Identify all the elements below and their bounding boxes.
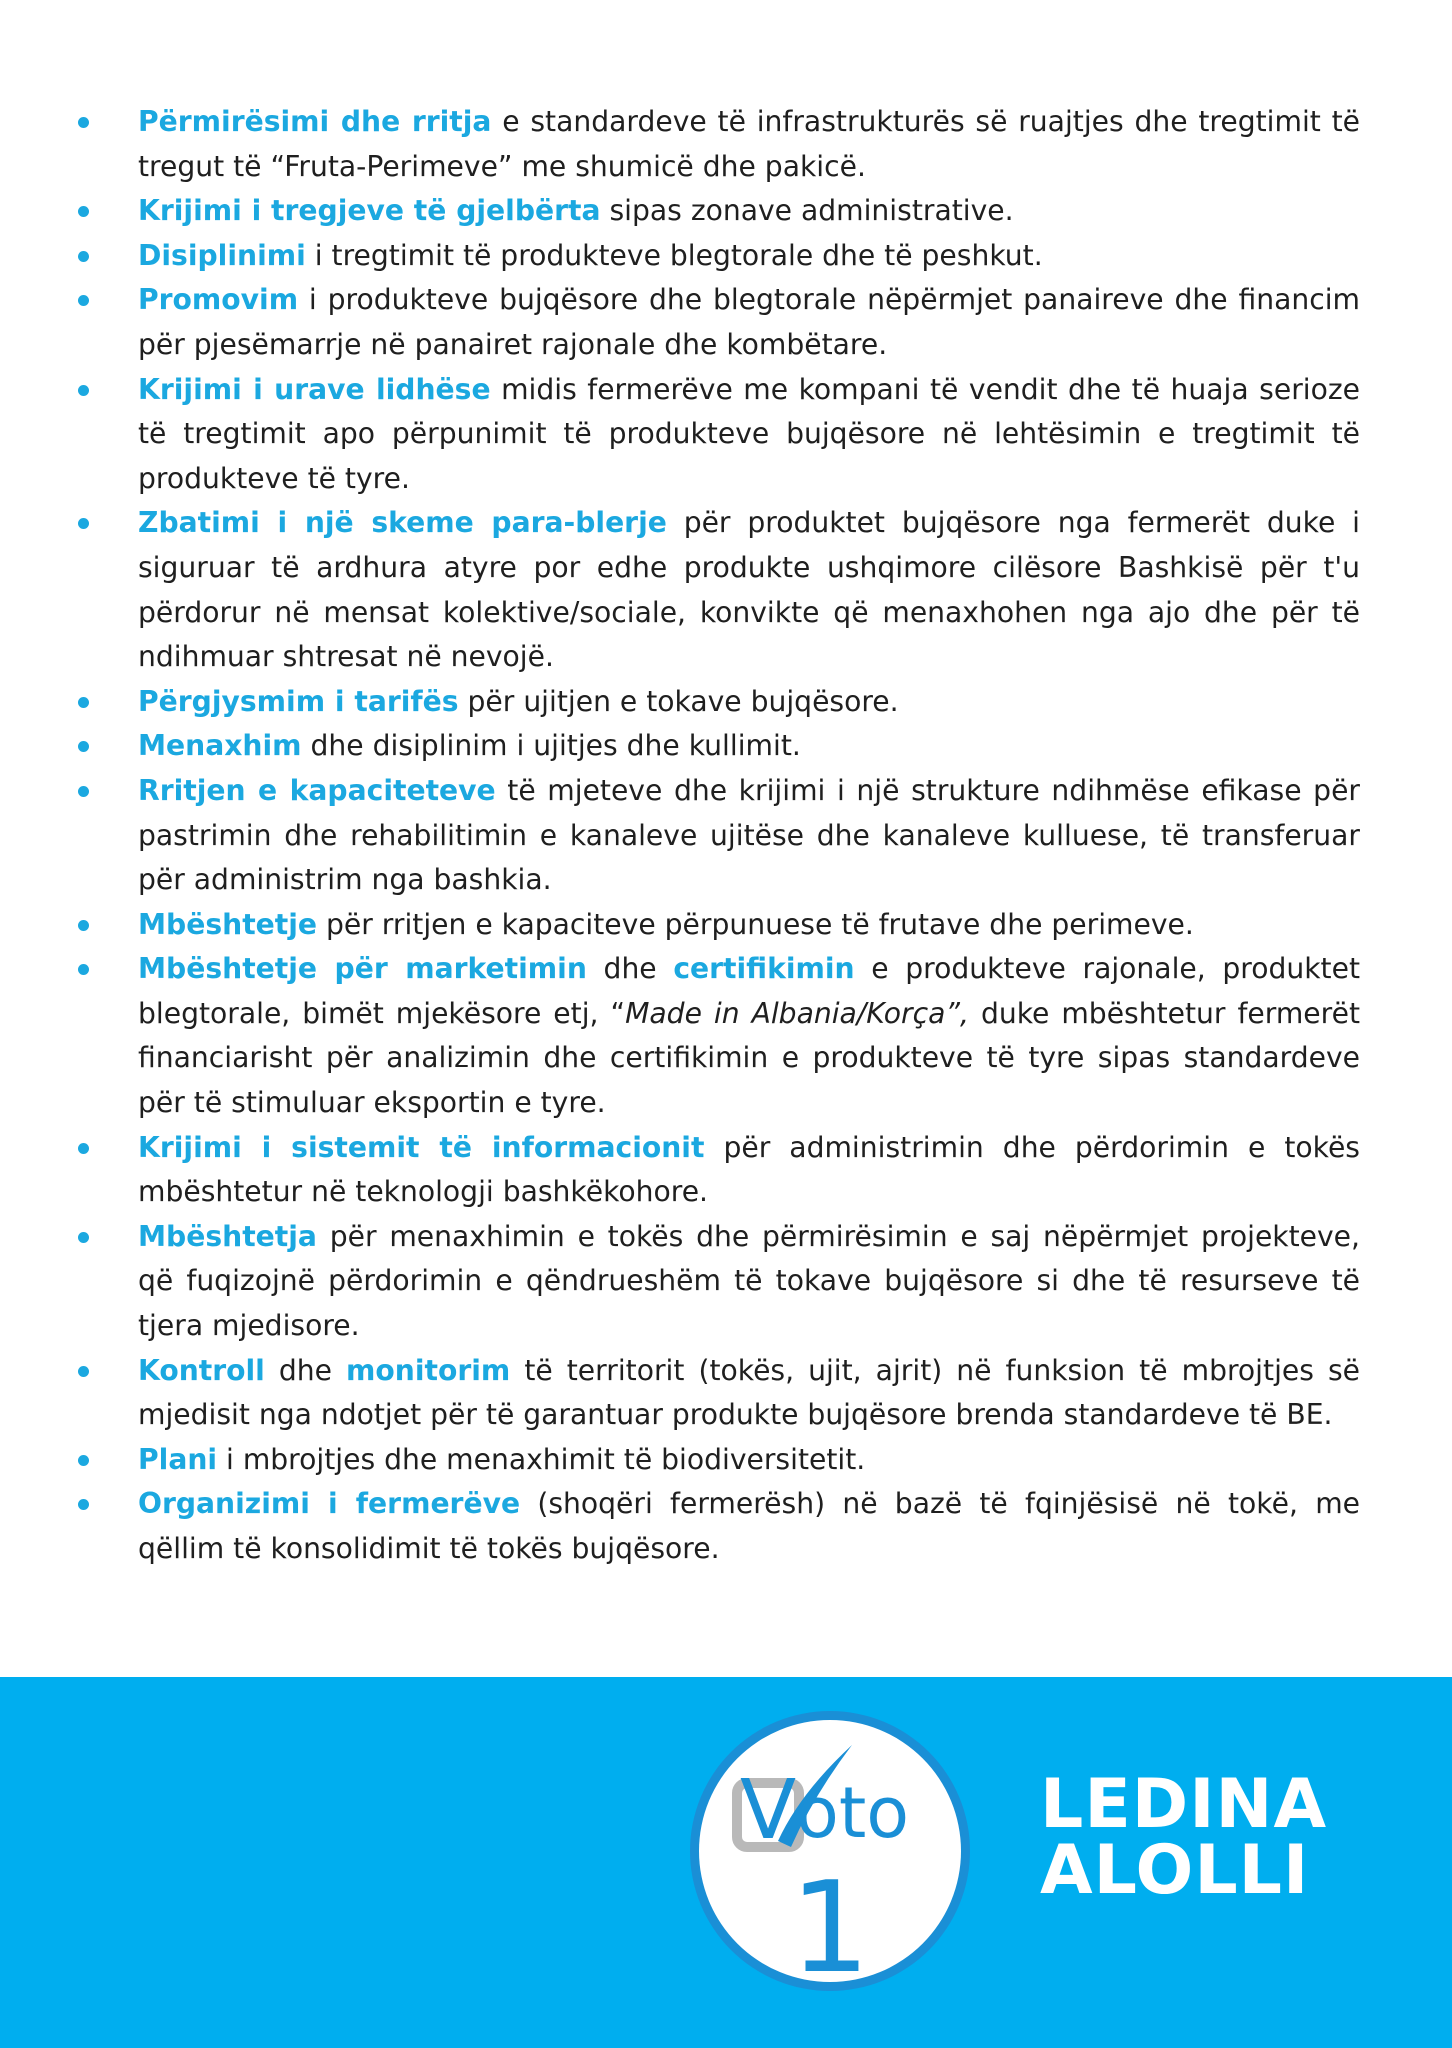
item-highlight: Kontroll [138,1353,265,1387]
item-text: i tregtimit të produkteve blegtorale dhe të peshkut. [305,238,1043,272]
item-highlight: Mbështetje për marketimin [138,952,587,986]
list-item [138,1438,1360,1483]
item-highlight: Zbatimi i një skeme para-blerje [138,506,667,540]
item-text: për ujitjen e tokave bujqësore. [458,684,899,718]
item-text: dhe [264,1353,347,1387]
item-text: dhe disiplinim i ujitjes dhe kullimit. [301,729,801,763]
item-text: të mjeteve dhe krijimi i një strukture ndihmëse efikase për pastrimin dhe rehabilitimin e kanaleve ujitëse dhe kanaleve kulluese, të transferuar për administrim nga bashkia. [138,773,1360,897]
program-list [0,100,1452,1572]
voto-1-logo [688,1709,972,1993]
item-highlight: Mbështetje [138,907,318,941]
item-highlight-secondary: certifikimin [673,952,855,986]
list-item [138,100,1360,189]
item-text: për produktet bujqësore nga fermerët duke i siguruar të ardhura atyre por edhe produkte ushqimore cilësore Bashkisë për t'u përdorur në mensat kolektive/sociale, konvikte që menaxhohen nga ajo dhe për të ndihmuar shtresat në nevojë. [138,506,1360,674]
list-item [138,1349,1360,1438]
item-text-secondary: të territorit (tokës, ujit, ajrit) në funksion të mbrojtjes së mjedisit nga ndotjet për të garantuar produkte bujqësore brenda standardeve të BE. [138,1353,1360,1432]
list-item [138,680,1360,725]
item-text: dhe [586,952,674,986]
item-text: e standardeve të infrastrukturës së ruajtjes dhe tregtimit të tregut të “Fruta-Perimeve” me shumicë dhe pakicë. [138,105,1361,183]
item-highlight: Menaxhim [138,729,302,763]
candidate-name [1040,1765,1328,1910]
item-text: (shoqëri fermerësh) në bazë të fqinjësisë në tokë, me qëllim të konsolidimit të tokës bujqësore. [138,1487,1360,1565]
list-item [138,368,1360,502]
item-highlight: Promovim [138,283,299,317]
item-text: sipas zonave administrative. [600,194,1014,228]
item-text: i mbrojtjes dhe menaxhimit të biodiversitetit. [217,1442,866,1476]
list-item [138,1482,1360,1571]
item-highlight: Rritjen e kapaciteteve [138,773,496,807]
logo-oto: oto [796,1772,910,1854]
candidate-first-name: LEDINA [1040,1765,1328,1844]
item-highlight: Disiplinimi [138,238,306,272]
program-content [0,100,1452,1660]
item-highlight: Përmirësimi dhe rritja [138,105,492,138]
item-text: midis fermerëve me kompani të vendit dhe të huaja serioze të tregtimit apo përpunimit të produkteve bujqësore në lehtësimin e tregtimit të produkteve të tyre. [138,372,1360,495]
list-item [138,769,1360,903]
item-text: për menaxhimin e tokës dhe përmirësimin e saj nëpërmjet projekteve, që fuqizojnë përdorimin e qëndrueshëm të tokave bujqësore si dhe të resurseve të tjera mjedisore. [138,1219,1360,1343]
list-item [138,501,1360,679]
candidate-last-name: ALOLLI [1040,1831,1310,1910]
item-highlight: Organizimi i fermerëve [138,1487,521,1521]
logo-number: 1 [789,1854,871,1993]
list-item [138,903,1360,948]
item-highlight: Mbështetja [138,1219,317,1253]
item-italic-label: Made in Albania/Korça”, [625,996,969,1030]
list-item [138,234,1360,279]
item-highlight: Plani [138,1442,218,1476]
item-highlight: Krijimi i sistemit të informacionit [138,1130,705,1164]
list-item [138,189,1360,234]
item-text: i produkteve bujqësore dhe blegtorale nëpërmjet panaireve dhe financim për pjesëmarrje në panairet rajonale dhe kombëtare. [138,283,1360,361]
item-text: për administrimin dhe përdorimin e tokës mbështetur në teknologji bashkëkohore. [138,1130,1360,1209]
item-text: për rritjen e kapaciteve përpunuese të frutave dhe perimeve. [317,907,1194,941]
item-highlight: Krijimi i tregjeve të gjelbërta [138,194,601,228]
item-text-secondary: e produkteve rajonale, produktet blegtorale, bimët mjekësore etj, “ [138,952,1360,1030]
list-item [138,1215,1360,1349]
list-item [138,947,1360,1125]
logo-v: V [740,1763,797,1858]
item-text-tertiary: duke mbështetur fermerët financiarisht për analizimin dhe certifikimin e produkteve të tyre sipas standardeve për të stimuluar eksportin e tyre. [138,996,1360,1120]
list-item [138,724,1360,769]
list-item [138,1126,1360,1215]
item-highlight: Krijimi i urave lidhëse [138,372,491,406]
item-highlight: Përgjysmim i tarifës [138,684,459,718]
item-highlight-secondary: monitorim [346,1353,511,1387]
list-item [138,278,1360,367]
